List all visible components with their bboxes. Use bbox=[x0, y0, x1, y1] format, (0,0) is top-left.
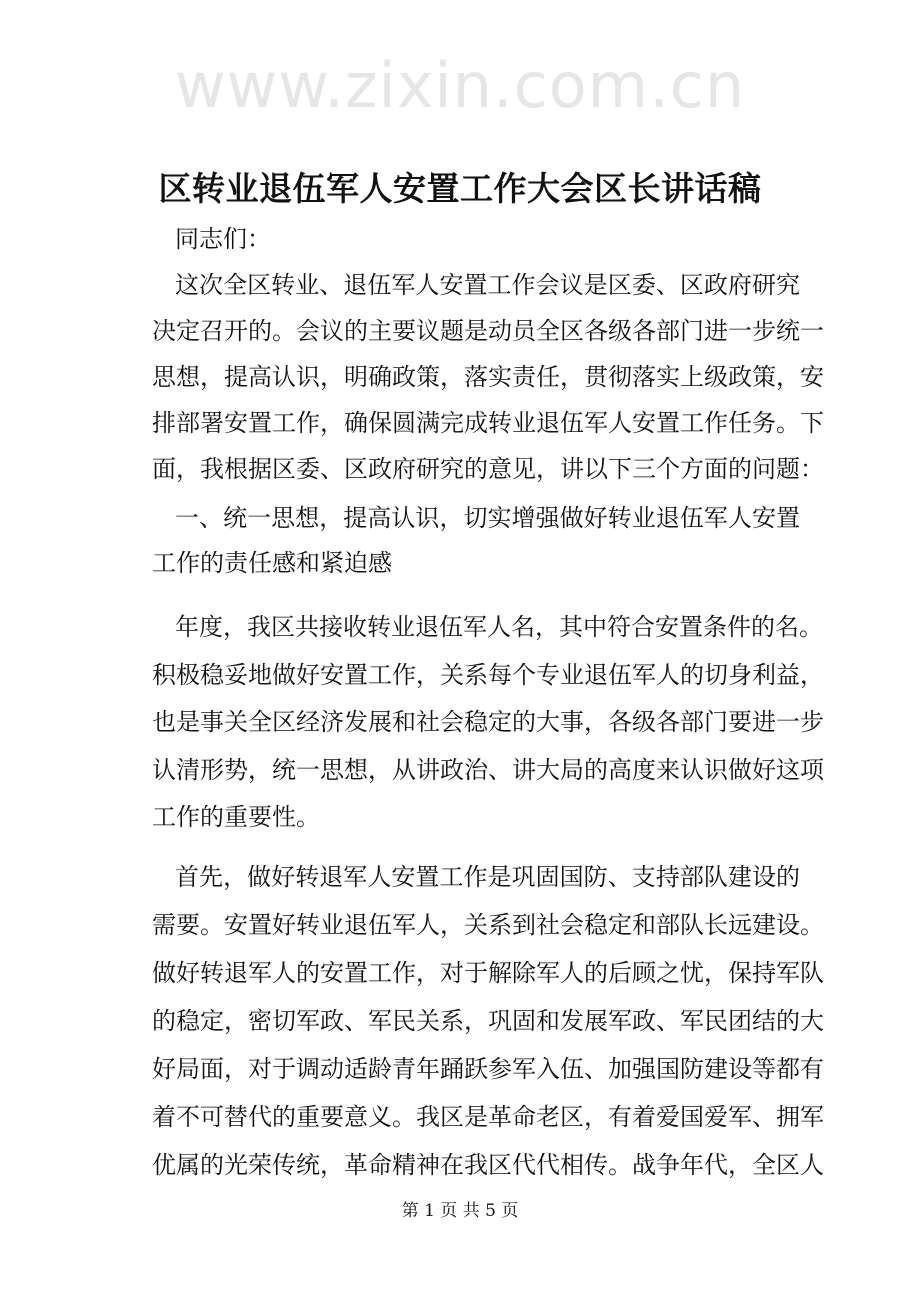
text-line: 好局面，对于调动适龄青年踊跃参军入伍、加强国防建设等都有 bbox=[152, 1055, 824, 1083]
text-line: 决定召开的。会议的主要议题是动员全区各级各部门进一步统一 bbox=[152, 317, 824, 345]
text-line: 也是事关全区经济发展和社会稳定的大事，各级各部门要进一步 bbox=[152, 708, 824, 736]
text-line: 首先，做好转退军人安置工作是巩固国防、支持部队建设的 bbox=[175, 863, 800, 891]
text-line: 这次全区转业、退伍军人安置工作会议是区委、区政府研究 bbox=[175, 271, 800, 299]
page-footer: 第 1 页 共 5 页 bbox=[401, 1201, 519, 1221]
text-line: 认清形势，统一思想，从讲政治、讲大局的高度来认识做好这项 bbox=[152, 756, 824, 784]
watermark: www.zixin.com.cn bbox=[174, 49, 746, 122]
text-line: 需要。安置好转业退伍军人，关系到社会稳定和部队长远建设。 bbox=[152, 911, 824, 939]
text-line: 工作的重要性。 bbox=[152, 803, 320, 831]
text-line: 面，我根据区委、区政府研究的意见，讲以下三个方面的问题： bbox=[152, 455, 824, 483]
text-line: 积极稳妥地做好安置工作，关系每个专业退伍军人的切身利益， bbox=[152, 661, 824, 689]
section-heading: 工作的责任感和紧迫感 bbox=[152, 549, 392, 577]
text-line: 优属的光荣传统，革命精神在我区代代相传。战争年代，全区人 bbox=[152, 1151, 824, 1179]
text-line: 的稳定，密切军政、军民关系，巩固和发展军政、军民团结的大 bbox=[152, 1007, 824, 1035]
text-line: 思想，提高认识，明确政策，落实责任，贯彻落实上级政策，安 bbox=[152, 363, 824, 391]
section-heading: 一、统一思想，提高认识，切实增强做好转业退伍军人安置 bbox=[175, 504, 800, 532]
text-line: 着不可替代的重要意义。我区是革命老区，有着爱国爱军、拥军 bbox=[152, 1103, 824, 1131]
text-line: 排部署安置工作，确保圆满完成转业退伍军人安置工作任务。下 bbox=[152, 409, 824, 437]
text-line: 做好转退军人的安置工作，对于解除军人的后顾之忧，保持军队 bbox=[152, 959, 824, 987]
salutation: 同志们： bbox=[175, 225, 271, 253]
document-title: 区转业退伍军人安置工作大会区长讲话稿 bbox=[158, 169, 762, 208]
text-line: 年度，我区共接收转业退伍军人名，其中符合安置条件的名。 bbox=[175, 613, 823, 641]
